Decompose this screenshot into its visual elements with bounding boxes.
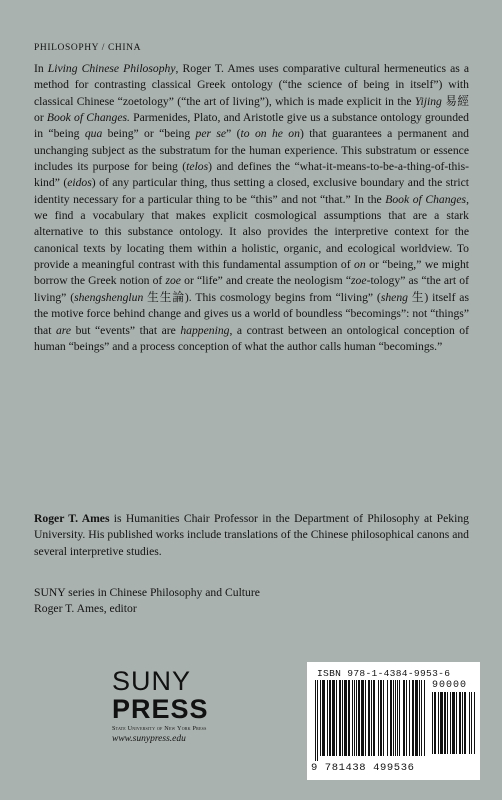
logo-press: PRESS xyxy=(112,694,209,724)
ean-barcode xyxy=(315,680,427,762)
barcode-bar xyxy=(432,692,433,754)
barcode-bar xyxy=(336,680,337,756)
barcode-bar xyxy=(406,680,407,756)
barcode-bar xyxy=(315,680,316,761)
category-label: PHILOSOPHY / CHINA xyxy=(34,43,142,53)
series-info xyxy=(34,585,260,618)
barcode-bar xyxy=(403,680,405,756)
barcode-bar xyxy=(456,692,457,754)
barcode-bar xyxy=(354,680,355,756)
barcode-bar xyxy=(444,692,446,754)
barcode-panel xyxy=(307,662,480,780)
barcode-bar xyxy=(327,680,328,756)
barcode-bar xyxy=(415,680,418,756)
addon-number: 90000 xyxy=(432,680,468,691)
barcode-bar xyxy=(387,680,388,756)
barcode-bar xyxy=(474,692,475,754)
barcode-bar xyxy=(329,680,331,756)
barcode-bar xyxy=(452,692,455,754)
barcode-bar xyxy=(342,680,343,756)
barcode-bar xyxy=(447,692,448,754)
publisher-url: www.sunypress.edu xyxy=(112,734,186,744)
barcode-bar xyxy=(352,680,353,756)
barcode-bar xyxy=(322,680,325,756)
barcode-bar xyxy=(434,692,436,754)
series-editor: Roger T. Ames, editor xyxy=(34,602,137,616)
barcode-bar xyxy=(397,680,398,756)
barcode-bar xyxy=(320,680,321,756)
barcode-bar xyxy=(459,692,461,754)
author-bio: Roger T. Ames is Humanities Chair Professor in the Department of Philosophy at Peking University. His published works include translations of the Chinese philosophical canons and several interpretive studies. xyxy=(34,512,470,558)
barcode-bar xyxy=(378,680,379,756)
barcode-bar xyxy=(356,680,357,756)
barcode-bar xyxy=(450,692,451,754)
barcode-bar xyxy=(344,680,347,756)
barcode-bar xyxy=(339,680,341,756)
barcode-bar xyxy=(440,692,443,754)
barcode-bar xyxy=(380,680,382,756)
barcode-bar xyxy=(471,692,472,754)
barcode-bar xyxy=(361,680,364,756)
barcode-bar xyxy=(371,680,372,756)
barcode-bar xyxy=(317,680,318,761)
series-title: SUNY series in Chinese Philosophy and Culture xyxy=(34,586,260,599)
barcode-bar xyxy=(390,680,392,756)
barcode-bar xyxy=(368,680,370,756)
barcode-bar xyxy=(409,680,410,756)
barcode-bar xyxy=(421,680,422,756)
addon-barcode xyxy=(432,692,476,754)
publisher-name: State University of New York Press xyxy=(112,725,207,732)
barcode-bar xyxy=(365,680,366,756)
barcode-bar xyxy=(332,680,335,756)
barcode-bar xyxy=(464,692,466,754)
barcode-bar xyxy=(412,680,414,756)
barcode-bar xyxy=(395,680,396,756)
barcode-bar xyxy=(438,692,439,754)
barcode-bar xyxy=(348,680,350,756)
barcode-bar xyxy=(358,680,360,756)
barcode-bar xyxy=(399,680,400,756)
publisher-logo xyxy=(112,668,222,745)
author-name: Roger T. Ames xyxy=(34,512,110,525)
barcode-bar xyxy=(373,680,375,756)
description-paragraph: In Living Chinese Philosophy, Roger T. Ames uses comparative cultural hermeneutics as a method for contrasting classical Greek ontology (“the science of being in itself”) with classical Chinese “zoetology” (“the art of living”), which is made explicit in the Yijing 易經 or Book of Changes. Parmenides, Plato, and Aristotle give us a substance ontology grounded in “being qua being” or “being per se” (to on he on) that guarantees a permanent and unchanging subject as the substratum for the human experience. This substratum or essence includes its purpose for being (telos) and defines the “what-it-means-to-be-a-thing-of-this-kind” (eidos) of any particular thing, thus setting a closed, exclusive boundary and the strict identity necessary for a particular thing to be “this” and not “that.” In the Book of Changes, we find a vocabulary that makes explicit cosmological assumptions that are a stark alternative to this substance ontology. It also provides the interpretive context for the canonical texts by locating them within a holistic, organic, and ecological worldview. To provide a meaningful contrast with this fundamental assumption of on or “being,” we might borrow the Greek notion of zoe or “life” and create the neologism “zoe-tology” as “the art of living” (shengshenglun 生生論). This cosmology begins from “living” (sheng 生) itself as the motive force behind change and gives us a world of boundless “becomings”: not “things” that are but “events” that are happening, a contrast between an ontological conception of human “beings” and a process conception of what the author calls human “becomings.” xyxy=(34,62,470,353)
barcode-bar xyxy=(462,692,463,754)
barcode-bar xyxy=(424,680,425,756)
barcode-bar xyxy=(419,680,420,756)
barcode-bar xyxy=(393,680,394,756)
ean-digits: 9 781438 499536 xyxy=(311,762,415,774)
barcode-bar xyxy=(383,680,384,756)
barcode-bar xyxy=(469,692,470,754)
logo-suny: SUNY xyxy=(112,666,192,696)
isbn-text: ISBN 978-1-4384-9953-6 xyxy=(317,668,451,679)
